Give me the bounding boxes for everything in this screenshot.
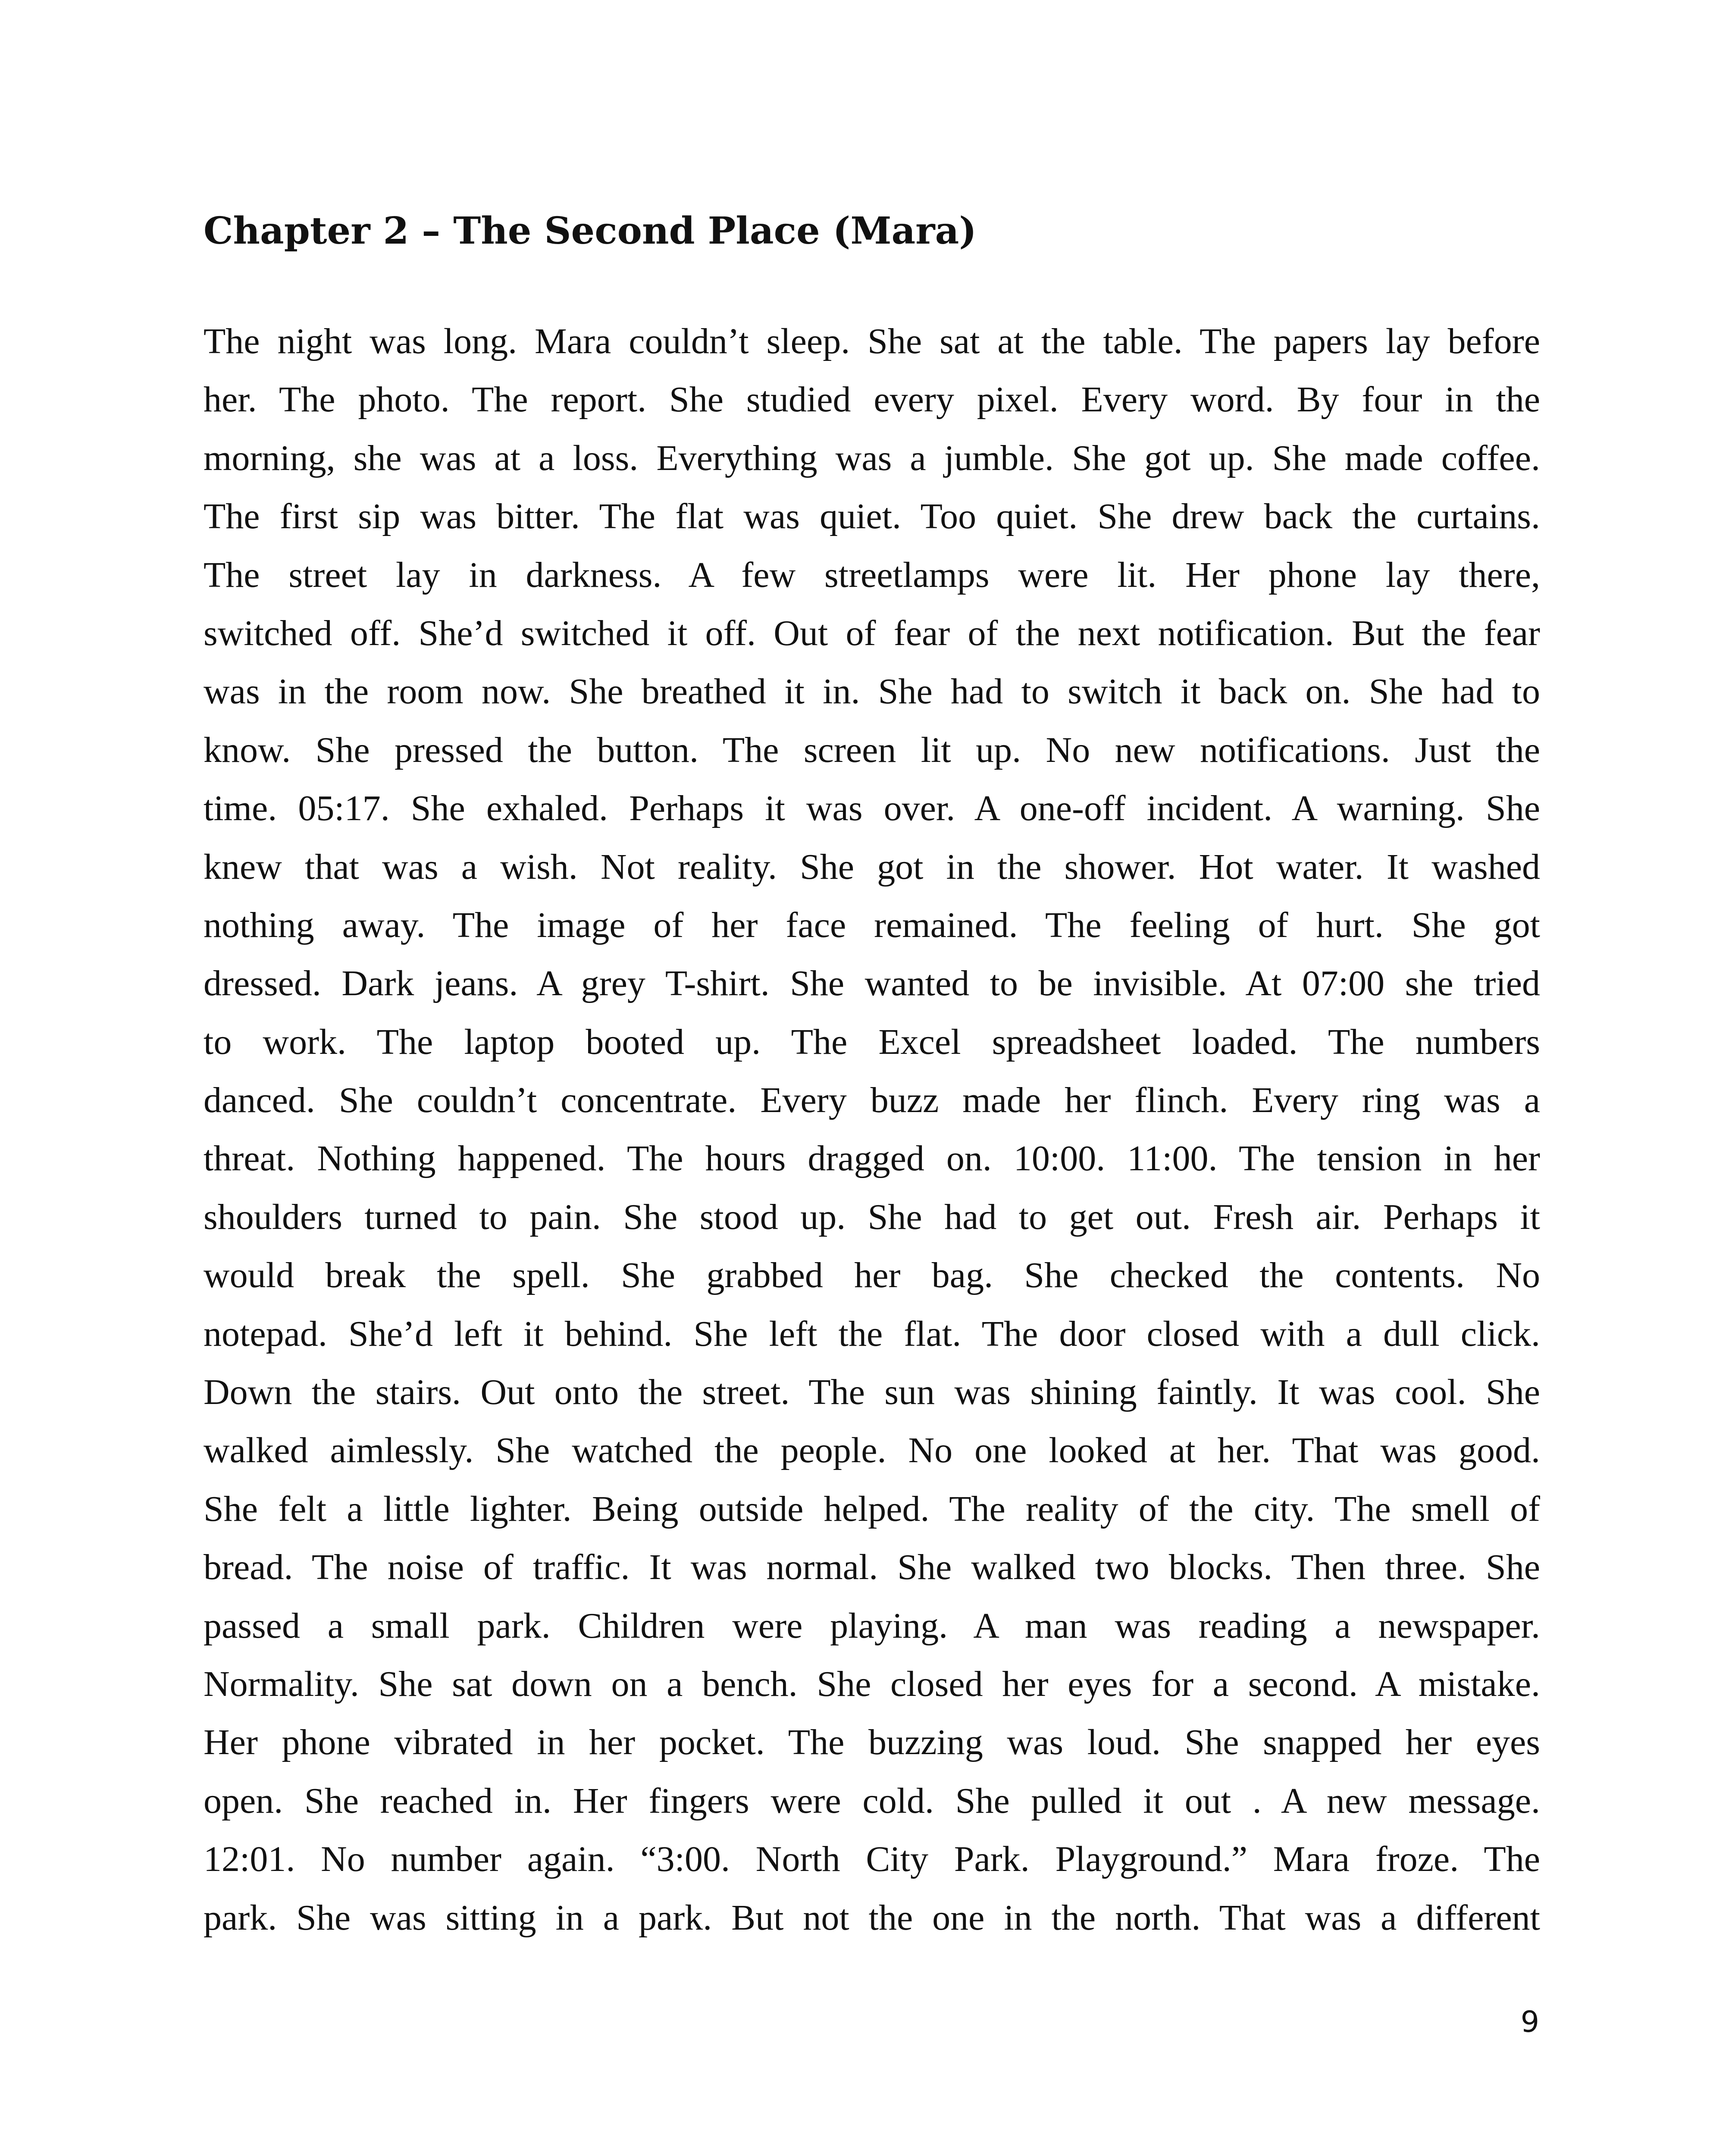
text-line: her. The photo. The report. She studied every pixel. Every word. By four in the	[204, 379, 1540, 420]
text-line: open. She reached in. Her fingers were cold. She pulled it out . A new message.	[204, 1780, 1540, 1821]
text-line: knew that was a wish. Not reality. She got in the shower. Hot water. It washed	[204, 846, 1540, 887]
text-line: 12:01. No number again. “3:00. North City Park. Playground.” Mara froze. The	[204, 1839, 1540, 1880]
text-line: Normality. She sat down on a bench. She closed her eyes for a second. A mistake.	[204, 1664, 1540, 1704]
text-line: The street lay in darkness. A few streetlamps were lit. Her phone lay there,	[204, 555, 1540, 595]
text-line: Down the stairs. Out onto the street. The sun was shining faintly. It was cool. She	[204, 1372, 1540, 1413]
text-line: shoulders turned to pain. She stood up. She had to get out. Fresh air. Perhaps it	[204, 1197, 1540, 1237]
text-line: walked aimlessly. She watched the people. No one looked at her. That was good.	[204, 1430, 1540, 1471]
text-line: The night was long. Mara couldn’t sleep. She sat at the table. The papers lay before	[204, 321, 1540, 361]
text-line: time. 05:17. She exhaled. Perhaps it was over. A one-off incident. A warning. She	[204, 788, 1540, 829]
text-line: would break the spell. She grabbed her bag. She checked the contents. No	[204, 1255, 1540, 1296]
body-paragraph	[204, 312, 1540, 1947]
text-line: notepad. She’d left it behind. She left the flat. The door closed with a dull click.	[204, 1313, 1540, 1354]
text-line: was in the room now. She breathed it in. She had to switch it back on. She had to	[204, 671, 1540, 712]
chapter-heading: Chapter 2 – The Second Place (Mara)	[204, 209, 977, 253]
text-line: dressed. Dark jeans. A grey T-shirt. She wanted to be invisible. At 07:00 she tried	[204, 963, 1540, 1004]
text-line: She felt a little lighter. Being outside helped. The reality of the city. The smell of	[204, 1489, 1540, 1529]
text-line: know. She pressed the button. The screen lit up. No new notifications. Just the	[204, 730, 1540, 770]
page-number: 9	[1520, 2005, 1539, 2039]
text-line: park. She was sitting in a park. But not the one in the north. That was a different	[204, 1897, 1540, 1938]
text-line: nothing away. The image of her face remained. The feeling of hurt. She got	[204, 905, 1540, 945]
text-line: The first sip was bitter. The flat was quiet. Too quiet. She drew back the curtains.	[204, 496, 1540, 537]
text-line: danced. She couldn’t concentrate. Every buzz made her flinch. Every ring was a	[204, 1080, 1540, 1121]
text-line: passed a small park. Children were playing. A man was reading a newspaper.	[204, 1605, 1540, 1646]
text-line: switched off. She’d switched it off. Out of fear of the next notification. But the fear	[204, 613, 1540, 653]
text-line: bread. The noise of traffic. It was normal. She walked two blocks. Then three. She	[204, 1547, 1540, 1588]
text-line: morning, she was at a loss. Everything was a jumble. She got up. She made coffee.	[204, 438, 1540, 478]
text-line: threat. Nothing happened. The hours dragged on. 10:00. 11:00. The tension in her	[204, 1138, 1540, 1179]
text-line: Her phone vibrated in her pocket. The buzzing was loud. She snapped her eyes	[204, 1722, 1540, 1763]
text-line: to work. The laptop booted up. The Excel spreadsheet loaded. The numbers	[204, 1022, 1540, 1062]
